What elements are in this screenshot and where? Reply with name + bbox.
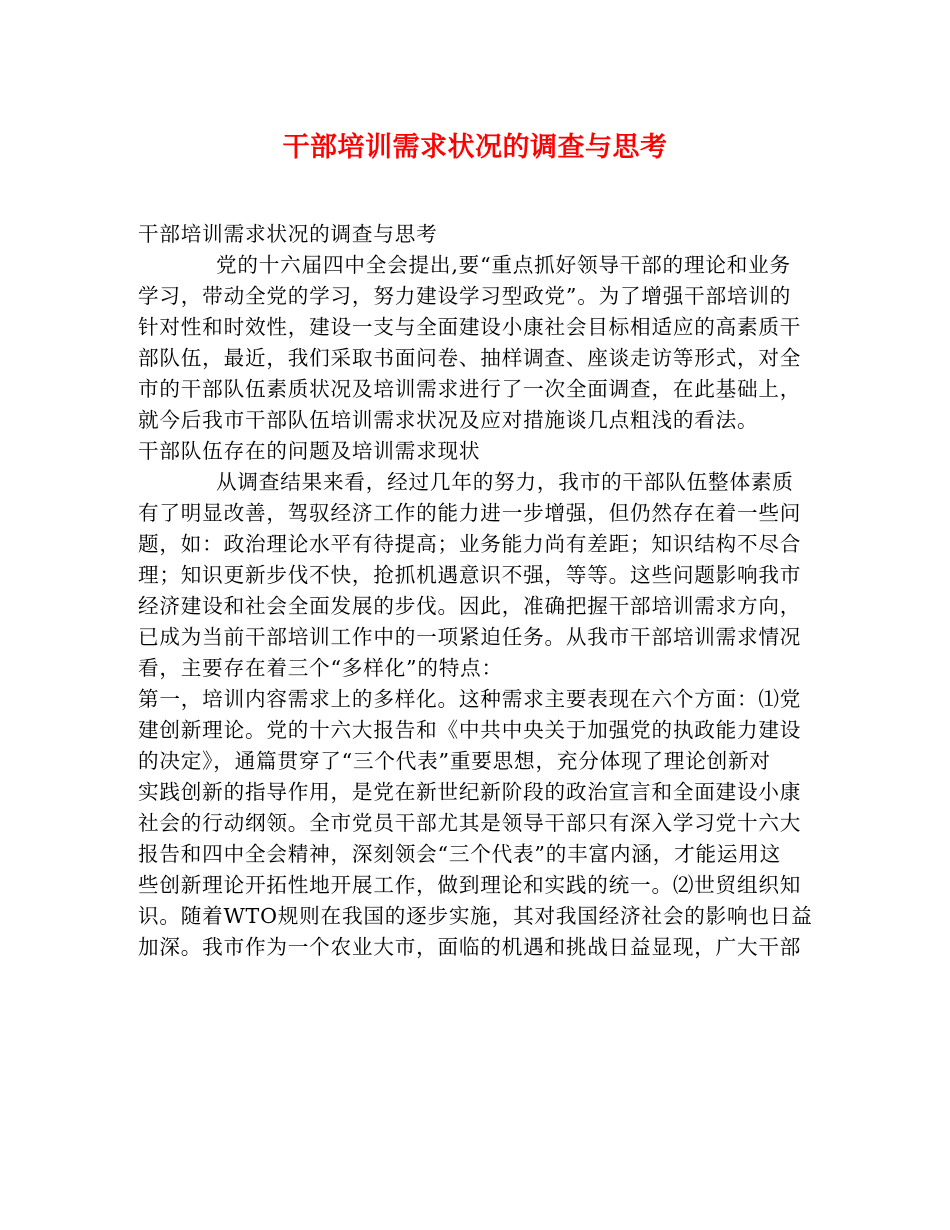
- document-title: 干部培训需求状况的调查与思考: [282, 132, 668, 163]
- text-line: 的决定》，通篇贯穿了“三个代表”重要思想，充分体现了理论创新对: [138, 749, 771, 773]
- text-line: 实践创新的指导作用，是党在新世纪新阶段的政治宣言和全面建设小康: [138, 780, 802, 804]
- section-heading: 干部队伍存在的问题及培训需求现状: [138, 439, 481, 463]
- text-line: 经济建设和社会全面发展的步伐。因此，准确把握干部培训需求方向，: [138, 594, 802, 618]
- text-line: 题，如：政治理论水平有待提高；业务能力尚有差距；知识结构不尽合: [138, 532, 802, 556]
- text-line: 从调查结果来看，经过几年的努力，我市的干部队伍整体素质: [216, 470, 794, 494]
- text-line: 些创新理论开拓性地开展工作，做到理论和实践的统一。⑵世贸组织知: [138, 873, 802, 897]
- text-line: 建创新理论。党的十六大报告和《中共中央关于加强党的执政能力建设: [138, 718, 802, 742]
- text-line: 干部培训需求状况的调查与思考: [138, 222, 438, 246]
- text-line: 识。随着WTO规则在我国的逐步实施，其对我国经济社会的影响也日益: [138, 904, 813, 928]
- text-line: 部队伍，最近，我们采取书面问卷、抽样调查、座谈走访等形式，对全: [138, 346, 802, 370]
- text-line: 社会的行动纲领。全市党员干部尤其是领导干部只有深入学习党十六大: [138, 811, 802, 835]
- text-line: 看，主要存在着三个“多样化”的特点：: [138, 656, 503, 680]
- text-line: 有了明显改善，驾驭经济工作的能力进一步增强，但仍然存在着一些问: [138, 501, 802, 525]
- text-line: 针对性和时效性，建设一支与全面建设小康社会目标相适应的高素质干: [138, 315, 802, 339]
- text-line: 党的十六届四中全会提出,要“重点抓好领导干部的理论和业务: [216, 253, 791, 277]
- text-line: 理；知识更新步伐不快，抢抓机遇意识不强，等等。这些问题影响我市: [138, 563, 802, 587]
- text-line: 已成为当前干部培训工作中的一项紧迫任务。从我市干部培训需求情况: [138, 625, 802, 649]
- text-line: 报告和四中全会精神，深刻领会“三个代表”的丰富内涵，才能运用这: [138, 842, 782, 866]
- text-line: 学习，带动全党的学习，努力建设学习型政党”。为了增强干部培训的: [138, 284, 792, 308]
- text-line: 就今后我市干部队伍培训需求状况及应对措施谈几点粗浅的看法。: [138, 408, 759, 432]
- text-line: 市的干部队伍素质状况及培训需求进行了一次全面调查，在此基础上，: [138, 377, 802, 401]
- text-line: 加深。我市作为一个农业大市，面临的机遇和挑战日益显现，广大干部: [138, 935, 802, 959]
- text-line: 第一，培训内容需求上的多样化。这种需求主要表现在六个方面：⑴党: [138, 687, 802, 711]
- document-body: [138, 219, 818, 963]
